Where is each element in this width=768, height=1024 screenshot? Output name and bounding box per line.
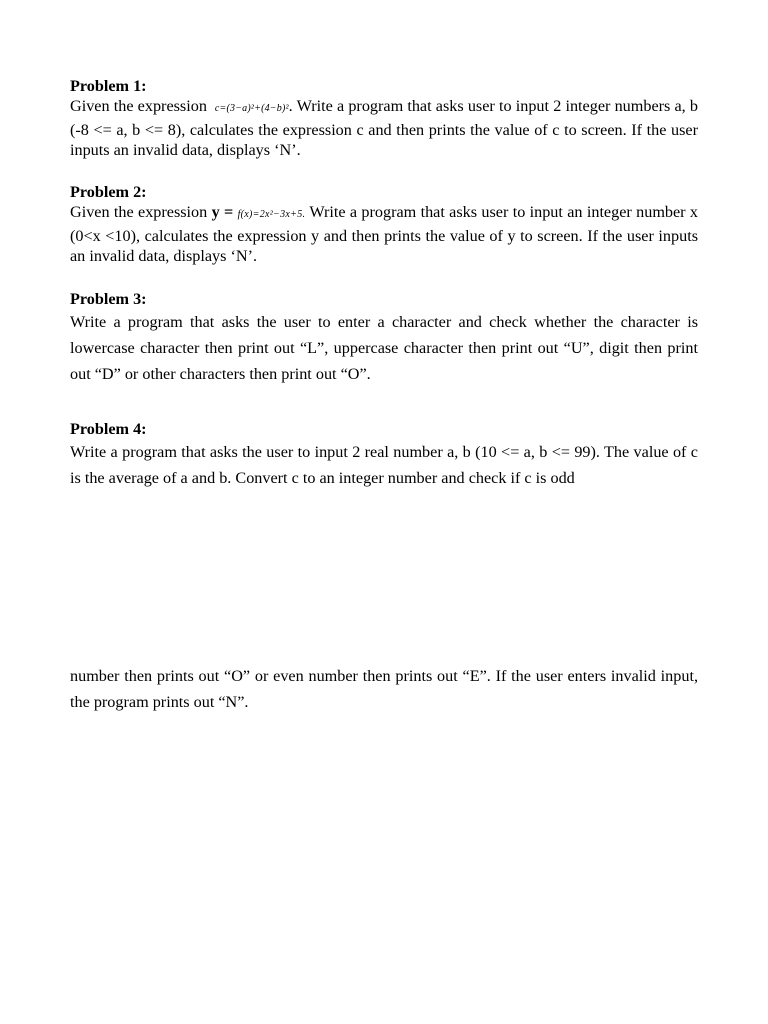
problem-3-body: Write a program that asks the user to enter a character and check whether the character is lowercase character then print out “L”, uppercase character then print out “U”, digit then print out “D” or other characters then print out “O”. <box>70 313 698 383</box>
problem-1-body: . Write a program that asks user to input 2 integer numbers a, b (-8 <= a, b <= 8), calculates the expression c and then prints the value of c to screen. If the user inputs an invalid data, displays ‘N’. <box>70 97 698 159</box>
problem-3-title: Problem 3: <box>70 290 147 308</box>
problem-1-formula: c=(3−a)²+(4−b)² <box>214 103 289 114</box>
problem-1-lead: Given the expression <box>70 97 207 115</box>
problem-4-title: Problem 4: <box>70 420 147 438</box>
problem-1 <box>70 76 698 161</box>
problem-1-title: Problem 1: <box>70 77 147 95</box>
problem-2-formula: f(x)=2x²−3x+5. <box>237 209 306 220</box>
problem-2 <box>70 182 698 267</box>
problem-1-text <box>70 96 698 161</box>
problem-2-variable-label: y = <box>211 203 234 221</box>
problem-2-text <box>70 202 698 267</box>
problem-2-body: Write a program that asks user to input an integer number x (0<x <10), calculates the expression y and then prints the value of y to screen. If the user inputs an invalid data, displays ‘N’. <box>70 203 699 265</box>
problem-4-body-part-1: Write a program that asks the user to input 2 real number a, b (10 <= a, b <= 99). The value of c is the average of a and b. Convert c to an integer number and check if c is odd <box>70 443 698 487</box>
problem-2-lead: Given the expression <box>70 203 208 221</box>
problem-4 <box>70 419 698 491</box>
problem-2-title: Problem 2: <box>70 183 147 201</box>
problem-3 <box>70 289 698 387</box>
problem-4-continuation <box>70 663 698 715</box>
problem-4-body-part-2: number then prints out “O” or even number then prints out “E”. If the user enters invalid input, the program prints out “N”. <box>70 667 698 711</box>
